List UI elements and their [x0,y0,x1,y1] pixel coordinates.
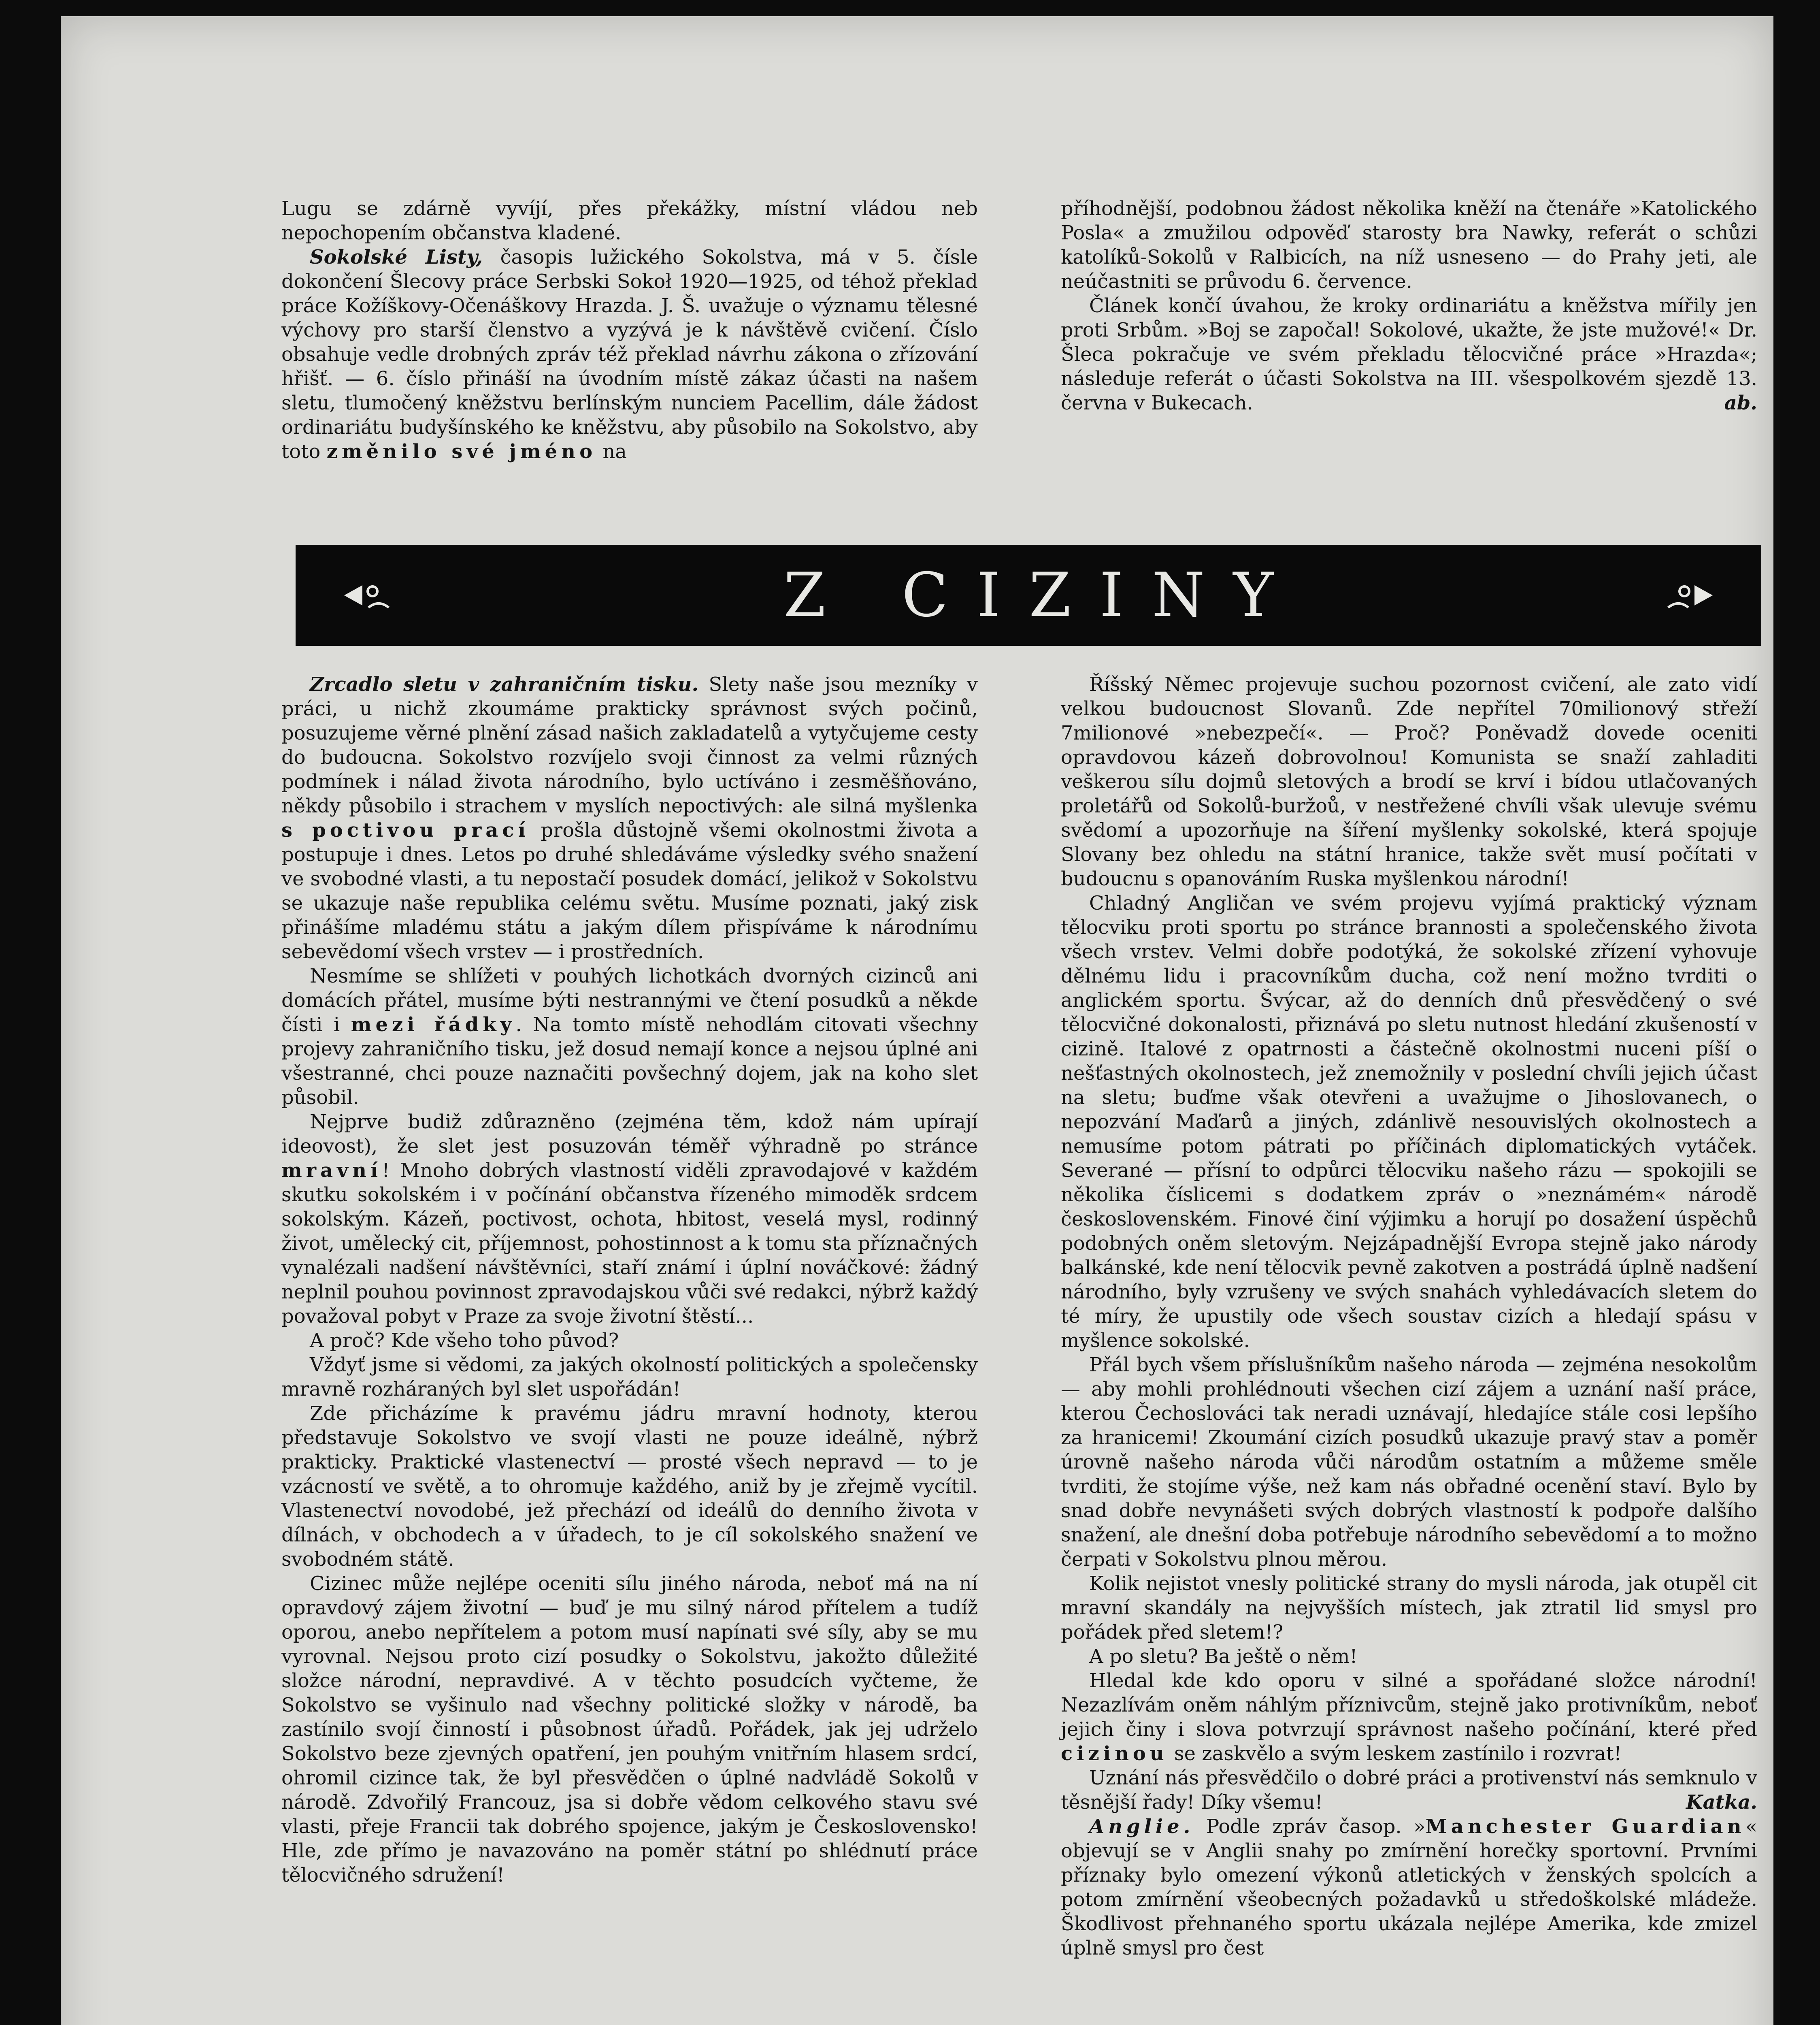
paragraph: Vždyť jsme si vědomi, za jakých okolností politických a společensky mravně rozháraných byl slet uspořádán! [281,1354,978,1400]
paragraph: Uznání nás přesvědčilo o dobré práci a protivenství nás semknulo v těsnější řady! Díky všemu! Katka. [1061,1767,1757,1814]
paragraph: Přál bych všem příslušníkům našeho národa — zejména nesokolům — aby mohli prohlédnouti všechen cizí zájem a uznání naší práce, kterou Čechoslováci tak neradi uznávají, hledajíce stále cosi lepšího za hranicemi! Zkoumání cizích posudků ukazuje pravý stav a poměr úrovně našeho národa vůči národům ostatním a můžeme směle tvrditi, že stojíme výše, než kam nás obřadné ocenění staví. Bylo by snad dobře nevynášeti svých dobrých vlastností k podpoře dalšího snažení, ale dnešní doba potřebuje národního sebevědomí a to možno čerpati v Sokolstvu plnou měrou. [1061,1354,1757,1571]
paragraph: Chladný Angličan ve svém projevu vyjímá praktický význam tělocviku proti sportu po stránce brannosti a společenského života všech vrstev. Velmi dobře podotýká, že sokolské zřízení vyhovuje dělnému lidu i pracovníkům ducha, což není možno tvrditi o anglickém sportu. Švýcar, až do denních dnů přesvědčený o své tělocvičné dokonalosti, přiznává po sletu nutnost hledání zkušeností v cizině. Italové z opatrnosti a částečně okolnostmi nuceni píší o nešťastných okolnostech, jež znemožnily v poslední chvíli jejich účast na sletu; buďme však otevřeni a uvažujme o Jihoslovanech, o nepozvání Maďarů a jiných, zdánlivě nesouvislých okolnostech a nemusíme potom pátrati po příčinách diplomatických vytáček. Severané — přísní to odpůrci tělocviku našeho rázu — spokojili se několika číslicemi s dodatkem zpráv o »neznámém« národě československém. Finové činí výjimku a horují po dosažení úspěchů podobných oněm sletovým. Nejzápadnější Evropa stejně jako národy balkánské, kde není tělocvik pevně zakotven a postrádá úplně nadšení národního, byly vzrušeny ve svých snahách vyhledávacích sletem do té míry, že upustily ode všech soustav cizích a hledají spásu v myšlence sokolské. [1061,892,1757,1352]
column-bottom-left [281,672,978,1887]
paragraph: A proč? Kde všeho toho původ? [310,1329,619,1352]
column-top-left [281,196,978,464]
paragraph: Kolik nejistot vnesly politické strany do mysli národa, jak otupěl cit mravní skandály na nejvyšších místech, jak ztratil lid smysl pro pořádek před sletem!? [1061,1572,1757,1643]
paragraph: Zde přicházíme k pravému jádru mravní hodnoty, kterou představuje Sokolstvo ve svojí vlasti ne pouze ideálně, nýbrž prakticky. Praktické vlastenectví — prosté všech nepravd — to je vzácností ve světě, a to ohromuje každého, aniž by je zřejmě vycítil. Vlastenectví novodobé, jež přechází od ideálů do denního života v dílnách, v obchodech a v úřadech, to je cíl sokolského snažení ve svobodném státě. [281,1402,978,1571]
spaced-emphasis: s poctivou prací [281,819,530,842]
paragraph: Hledal kde kdo oporu v silné a spořádané složce národní! Nezazlívám oněm náhlým příznivcům, stejně jako protivníkům, neboť jejich činy i slova potvrzují správnost našeho počínání, které před cizinou se zaskvělo a svým leskem zastínilo i rozvrat! [1061,1669,1757,1765]
right-ornament-icon [1664,575,1717,616]
section-title: Z CIZINY [783,560,1302,631]
spaced-emphasis: mravní [281,1159,382,1182]
column-bottom-right [1061,672,1757,1960]
section-banner [296,545,1761,646]
paragraph-lead: Zrcadlo sletu v zahraničním tisku. [310,673,699,696]
spaced-emphasis: změnilo své jméno [326,440,597,463]
paragraph: Nesmíme se shlížeti v pouhých lichotkách dvorných cizinců ani domácích přátel, musíme býti nestrannými ve čtení posudků a někde čísti i mezi řádky. Na tomto místě nehodlám citovati všechny projevy zahraničního tisku, jež dosud nemají konce a nejsou úplné ani všestranné, chci pouze naznačiti povšechný dojem, jak na koho slet působil. [281,965,978,1109]
left-ornament-icon [340,575,393,616]
paragraph: Zrcadlo sletu v zahraničním tisku. Slety naše jsou mezníky v práci, u nichž zkoumáme prakticky správnost svých počinů, posuzujeme věrné plnění zásad našich zakladatelů a vytyčujeme cesty do budoucna. Sokolstvo rozvíjelo svoji činnost za velmi různých podmínek i nálad života národního, bylo uctíváno i zesměšňováno, někdy působilo i strachem v myslích nepoctivých: ale silná myšlenka s poctivou prací prošla důstojně všemi okolnostmi života a postupuje i dnes. Letos po druhé shledáváme výsledky svého snažení ve svobodné vlasti, a tu nepostačí posudek domácí, jelikož v Sokolstvu se ukazuje naše republika celému světu. Musíme poznati, jaký zisk přinášíme mladému státu a jakým dílem přispíváme k národnímu sebevědomí všech vrstev — i prostředních. [281,673,978,963]
author-signature: ab. [1724,392,1757,414]
paragraph: Článek končí úvahou, že kroky ordinariátu a kněžstva mířily jen proti Srbům. »Boj se započal! Sokolové, ukažte, že jste mužové!« Dr. Šleca pokračuje ve svém překladu tělocvičné práce »Hrazda«; následuje referát o účasti Sokolstva na III. všespolkovém sjezdě 13. června v Bukecach. ab. [1061,294,1757,414]
paragraph-lead: Anglie. [1089,1815,1194,1838]
paragraph: Nejprve budiž zdůrazněno (zejména těm, kdož nám upírají ideovost), že slet jest posuzován téměř výhradně po stránce mravní! Mnoho dobrých vlastností viděli zpravodajové v každém skutku sokolském i v počínání občanstva řízeného mimoděk srdcem sokolským. Kázeň, poctivost, ochota, hbitost, veselá mysl, rodinný život, umělecký cit, příjemnost, pohostinnost a k tomu sta příznačných vynalézali nadšení návštěvníci, staří známí i úplní nováčkové: žádný neplnil pouhou povinnost zpravodajskou vůči své redakci, nýbrž každý považoval pobyt v Praze za svoje životní štěstí... [281,1111,978,1328]
magazine-page [61,16,1773,2025]
paragraph: Lugu se zdárně vyvíjí, přes překážky, místní vládou neb nepochopením občanstva kladené. [281,197,978,244]
paragraph: Cizinec může nejlépe oceniti sílu jiného národa, neboť má na ní opravdový zájem životní — buď je mu silný národ přítelem a tudíž oporou, anebo nepřítelem a potom musí napínati své síly, aby se mu vyrovnal. Nejsou proto cizí posudky o Sokolstvu, jakožto důležité složce národní, nepravdivé. A v těchto posudcích vyčteme, že Sokolstvo se vyšinulo nad všechny politické složky v národě, ba zastínilo svojí činností i působnost úřadů. Pořádek, jak jej udrželo Sokolstvo beze zjevných opatření, jen pouhým vnitřním hlasem srdcí, ohromil cizince tak, že byl přesvědčen o úplné nadvládě Sokolů v národě. Zdvořilý Francouz, jsa si dobře vědom celkového stavu své vlasti, přeje Francii tak dobrého spojence, jakým je Československo! Hle, zde přímo je navazováno na poměr státní po shlédnutí práce tělocvičného sdružení! [281,1572,978,1886]
spaced-emphasis: mezi řádky [351,1013,516,1036]
paragraph: Říšský Němec projevuje suchou pozornost cvičení, ale zato vidí velkou budoucnost Slovanů. Zde nepřítel 70milionový střeží 7milionové »nebezpečí«. — Proč? Poněvadž dovede oceniti opravdovou kázeň dobrovolnou! Komunista se snaží zahladiti veškerou sílu dojmů sletových a brodí se krví i bídou utlačovaných proletářů od Sokolů-buržoů, v nestřežené chvíli však ulevuje svému svědomí a upozorňuje na šíření myšlenky sokolské, která spojuje Slovany bez ohledu na státní hranice, takže svět musí počítati v budoucnu s opanováním Ruska myšlenkou národní! [1061,673,1757,890]
column-top-right [1061,196,1757,415]
paragraph: příhodnější, podobnou žádost několika kněží na čtenáře »Katolického Posla« a zmužilou odpověď starosty bra Nawky, referát o schůzi katolíků-Sokolů v Ralbicích, na níž usneseno — do Prahy jeti, ale neúčastniti se průvodu 6. července. [1061,197,1757,293]
author-signature: Katka. [1686,1791,1757,1814]
paragraph-lead: Sokolské Listy, [310,246,483,269]
spaced-emphasis: cizinou [1061,1742,1168,1765]
paragraph: Sokolské Listy, časopis lužického Sokolstva, má v 5. čísle dokončení Šlecovy práce Serbski Sokoł 1920—1925, od téhož překlad práce Kožíškovy-Očenáškovy Hrazda. J. Š. uvažuje o významu tělesné výchovy pro starší členstvo a vyzývá je k návštěvě cvičení. Číslo obsahuje vedle drobných zpráv též překlad návrhu zákona o zřízování hřišť. — 6. číslo přináší na úvodním místě zákaz účasti na našem sletu, tlumočený kněžstvu berlínským nunciem Pacellim, dále žádost ordinariátu budyšínského ke kněžstvu, aby působilo na Sokolstvo, aby toto změnilo své jméno na [281,246,978,463]
paragraph: Anglie. Podle zpráv časop. »Manchester Guardian« objevují se v Anglii snahy po zmírnění horečky sportovní. Prvními příznaky bylo omezení výkonů atletických v ženských spolcích a potom zmírnění všeobecných požadavků u středoškolské mládeže. Škodlivost přehnaného sportu ukázala nejlépe Amerika, kde zmizel úplně smysl pro čest [1061,1815,1758,1959]
spaced-emphasis: Manchester Guardian [1425,1815,1745,1838]
paragraph: A po sletu? Ba ještě o něm! [1089,1645,1358,1668]
